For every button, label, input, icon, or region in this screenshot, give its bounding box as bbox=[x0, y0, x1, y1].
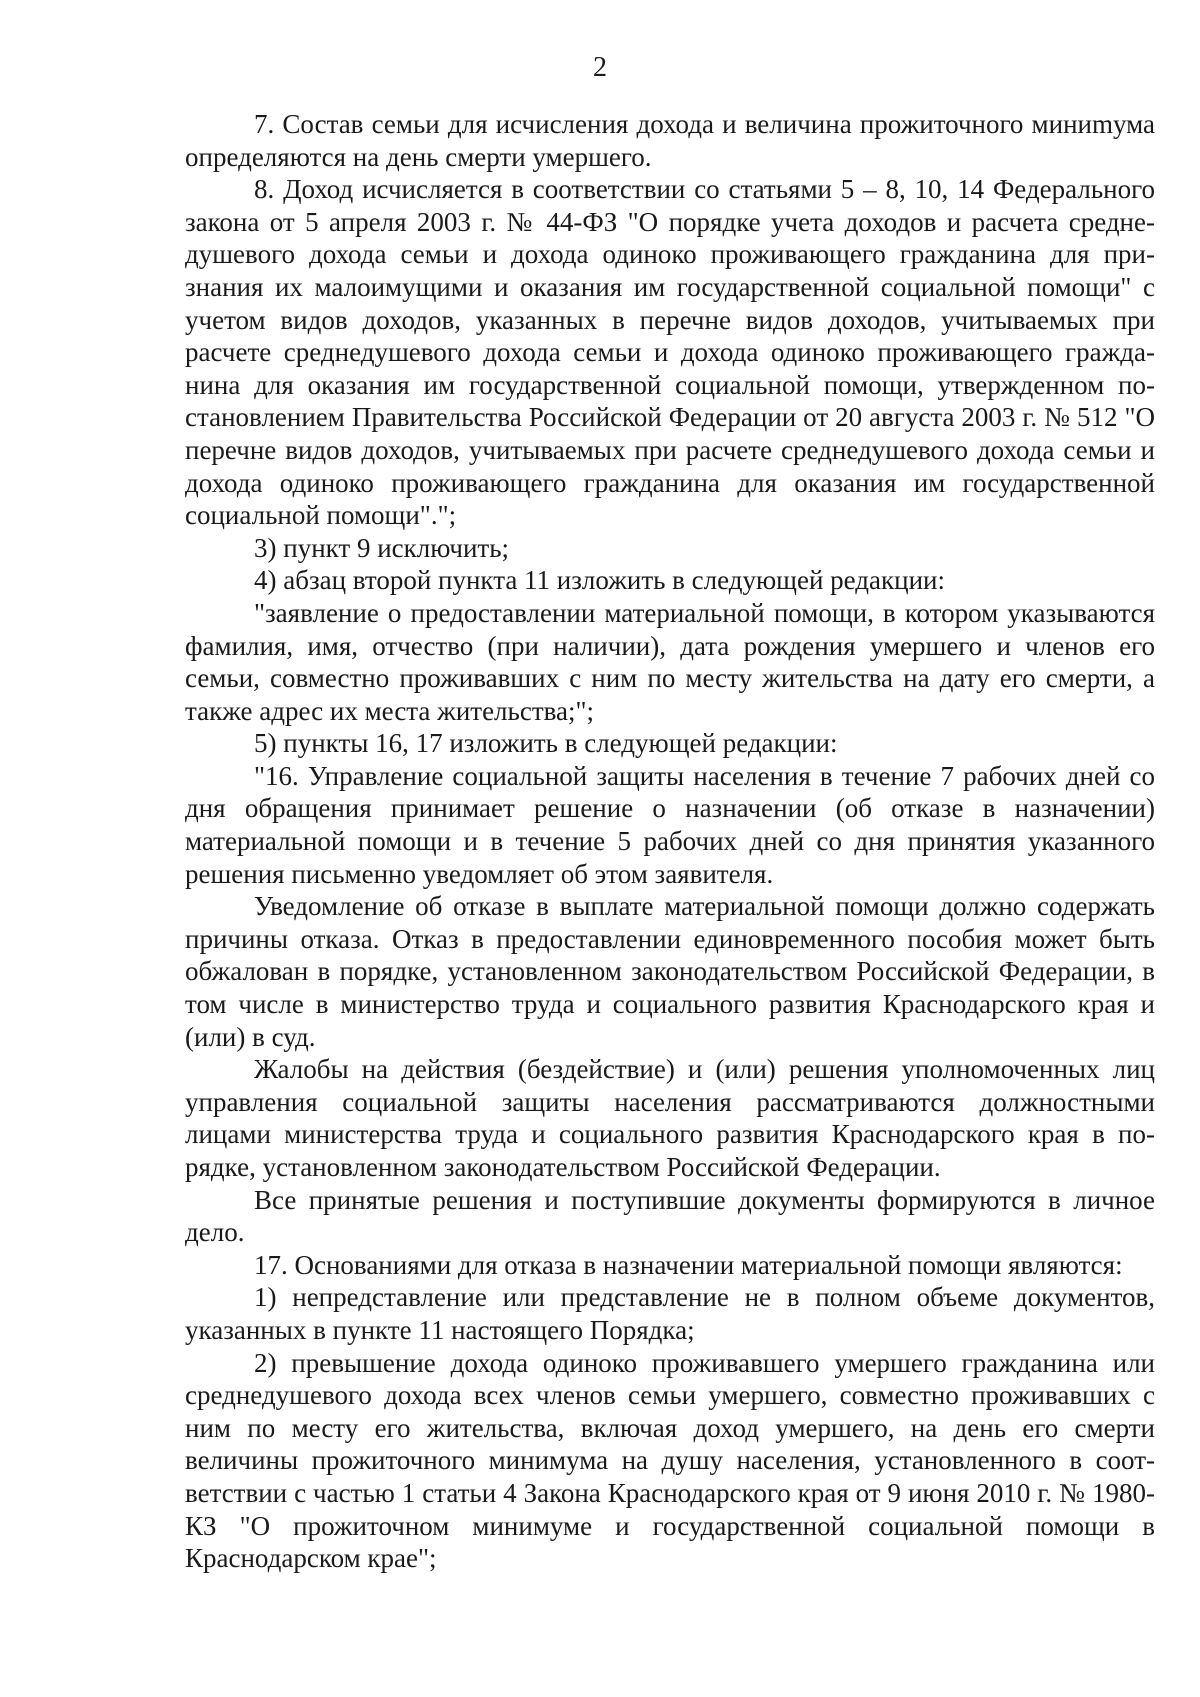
paragraph-7-family-composition: 7. Состав семьи для исчисления дохода и величина прожиточного миниmума определяются на день смерти умершего. bbox=[185, 109, 1155, 172]
amendment-4-point-11: 4) абзац второй пункта 11 изложить в следующей редакции: bbox=[254, 565, 945, 596]
document-body bbox=[185, 108, 1155, 1575]
page-number: 2 bbox=[593, 52, 607, 83]
application-content-paragraph: "заявление о предоставлении материальной помощи, в котором указываются фамилия, имя, отчество (при наличии), дата рождения умершего и членов его семьи, совместно проживавших с ним по месту жительства на дату его смерти, а также адрес их места жительства;"; bbox=[185, 597, 1155, 726]
personal-file-paragraph: Все принятые решения и поступившие документы формируются в личное дело. bbox=[185, 1184, 1155, 1248]
amendment-5-points-16-17: 5) пункты 16, 17 изложить в следующей редакции: bbox=[254, 728, 838, 759]
complaints-paragraph: Жалобы на действия (бездействие) и (или) решения уполномоченных лиц управления социальной защиты населения рассматриваются должностными лицами министерства труда и социального развития Краснодарского края в порядке, установленном законодательством Российской Федерации. bbox=[185, 1054, 1155, 1182]
refusal-ground-1: 1) непредставление или представление не в полном объеме документов, указанных в пункте 11 настоящего Порядка; bbox=[185, 1282, 1155, 1345]
paragraph-8-income-calculation: 8. Доход исчисляется в соответствии со статьями 5 – 8, 10, 14 Федерального закона от 5 апреля 2003 г. № 44-ФЗ "О порядке учета доходов и расчета среднедушевого дохода семьи и дохода одиноко проживающего гражданина для признания их малоимущими и оказания им государственной социальной помощи" с учетом видов доходов, указанных в перечне видов доходов, учитываемых при расчете среднедушевого дохода семьи и дохода одиноко проживающего гражданина для оказания им государственной социальной помощи, утвержденном постановлением Правительства Российской Федерации от 20 августа 2003 г. № 512 "О перечне видов доходов, учитываемых при расчете среднедушевого дохода семьи и дохода одиноко проживающего гражданина для оказания им государственной социальной помощи"."; bbox=[185, 174, 1155, 531]
amendment-3-exclude-point-9: 3) пункт 9 исключить; bbox=[254, 532, 510, 563]
refusal-ground-2: 2) превышение дохода одиноко проживавшего умершего гражданина или среднедушевого дохода всех членов семьи умершего, совместно проживавших с ним по месту его жительства, включая доход умершего, на день его смерти величины прожиточного минимума на душу населения, установленного в соответствии с частью 1 статьи 4 Закона Краснодарского края от 9 июня 2010 г. № 1980-КЗ "О прожиточном минимуме и государственной социальной помощи в Краснодарском крае"; bbox=[185, 1347, 1155, 1574]
paragraph-17-refusal-grounds: 17. Основаниями для отказа в назначении материальной помощи являются: bbox=[254, 1249, 1123, 1280]
paragraph-16-decision-term: "16. Управление социальной защиты населения в течение 7 рабочих дней со дня обращения принимает решение о назначении (об отказе в назначении) материальной помощи и в течение 5 рабочих дней со дня принятия указанного решения письменно уведомляет об этом заявителя. bbox=[185, 760, 1155, 889]
refusal-notice-paragraph: Уведомление об отказе в выплате материальной помощи должно содержать причины отказа. Отказ в предоставлении единовременного пособия может быть обжалован в порядке, установленном законодательством Российской Федерации, в том числе в министерство труда и социального развития Краснодарского края и (или) в суд. bbox=[185, 891, 1155, 1052]
